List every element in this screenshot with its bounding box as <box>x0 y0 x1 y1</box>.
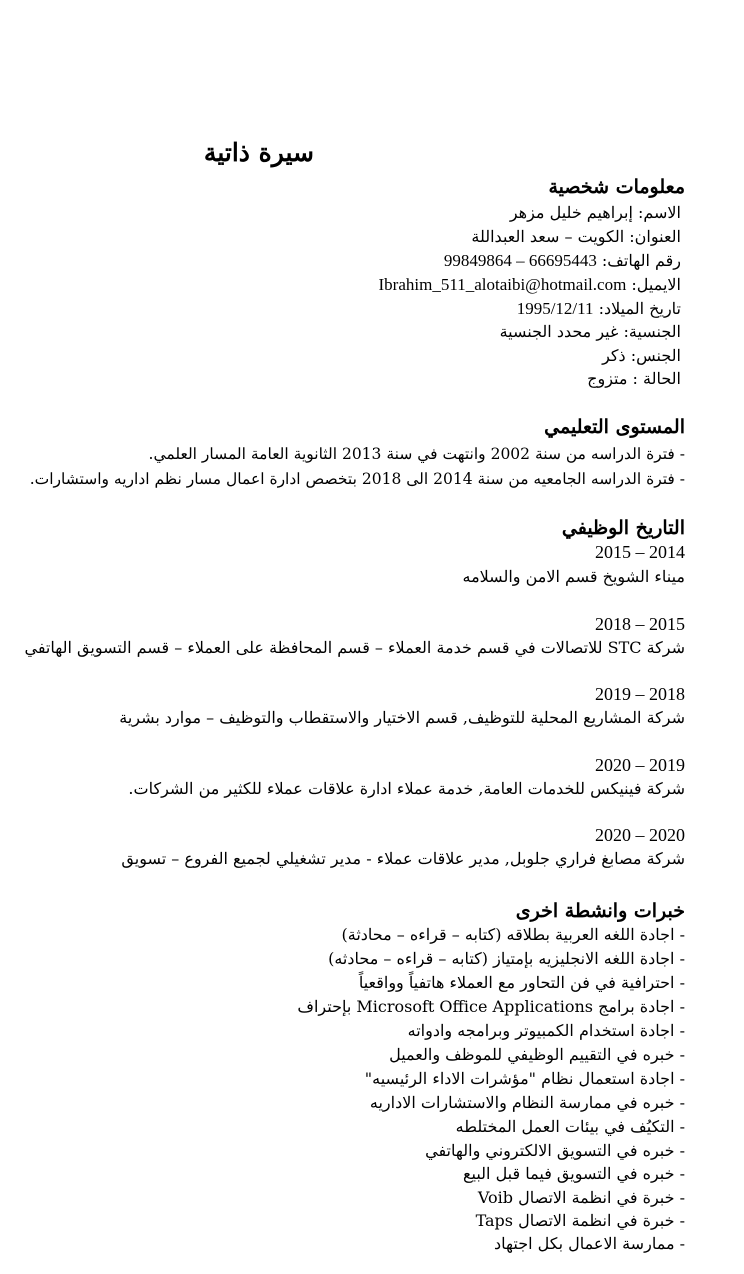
job-period: 2018 – 2015 <box>595 614 685 634</box>
experience-item: - اجادة استخدام الكمبيوتر وبرامجه وادواته <box>407 1021 685 1040</box>
field-address <box>471 227 681 247</box>
experience-item: - اجادة استعمال نظام "مؤشرات الاداء الرئيسيه" <box>364 1069 685 1088</box>
field-phone <box>444 251 681 271</box>
field-label: الجنسية: <box>623 322 681 341</box>
experience-item: - خبرة في انظمة الاتصال Taps <box>475 1211 685 1230</box>
education-item: - فترة الدراسه من سنة 2002 وانتهت في سنة 2013 الثانوية العامة المسار العلمي. <box>148 445 685 463</box>
personal-info-heading: معلومات شخصية <box>548 176 685 198</box>
field-value: ذكر <box>602 346 626 365</box>
job-description: ميناء الشويخ قسم الامن والسلامه <box>462 567 685 586</box>
job-description: شركة مصابغ فراري جلوبل, مدير علاقات عملاء - مدير تشغيلي لجميع الفروع – تسويق <box>121 849 685 868</box>
job-description: شركة STC للاتصالات في قسم خدمة العملاء – قسم المحافظة على العملاء – قسم التسويق الهاتفي <box>24 638 685 657</box>
field-value: إبراهيم خليل مزهر <box>509 203 633 222</box>
experience-item: - ممارسة الاعمال بكل اجتهاد <box>494 1234 685 1253</box>
field-marital-status <box>587 369 681 389</box>
field-label: الاسم: <box>637 203 681 222</box>
field-gender <box>602 346 681 366</box>
job-description: شركة فينيكس للخدمات العامة, خدمة عملاء ادارة علاقات عملاء للكثير من الشركات. <box>128 779 685 798</box>
education-item: - فترة الدراسه الجامعيه من سنة 2014 الى 2018 بتخصص ادارة اعمال مسار نظم اداريه واستشارات. <box>29 470 685 488</box>
experience-item: - خبرة في انظمة الاتصال Voib <box>477 1188 685 1207</box>
job-period: 2020 – 2019 <box>595 755 685 775</box>
field-label: العنوان: <box>629 227 681 246</box>
job-description: شركة المشاريع المحلية للتوظيف, قسم الاختيار والاستقطاب والتوظيف – موارد بشرية <box>119 708 685 727</box>
experience-item: - خبره في التقييم الوظيفي للموظف والعميل <box>389 1045 685 1064</box>
experience-item: - اجادة اللغه العربية بطلاقه (كتابه – قراءه – محادثة) <box>341 925 685 944</box>
field-nationality <box>500 322 681 342</box>
field-value: غير محدد الجنسية <box>499 322 619 341</box>
field-name <box>510 203 681 223</box>
job-period: 2019 – 2018 <box>595 684 685 704</box>
field-birthdate <box>517 299 681 319</box>
experience-item: - التكيُف في بيئات العمل المختلطه <box>455 1117 685 1136</box>
education-heading: المستوى التعليمي <box>544 416 685 438</box>
field-label: رقم الهاتف: <box>601 251 681 270</box>
field-label: الحالة : <box>632 369 681 388</box>
career-heading: التاريخ الوظيفي <box>561 517 685 539</box>
experience-item: - خبره في ممارسة النظام والاستشارات الاداريه <box>369 1093 685 1112</box>
field-value: Ibrahim_511_alotaibi@hotmail.com <box>378 275 627 294</box>
experience-item: - اجادة برامج Microsoft Office Applications بإحتراف <box>297 997 685 1016</box>
experience-item: - خبره في التسويق الالكتروني والهاتفي <box>425 1141 685 1160</box>
field-label: تاريخ الميلاد: <box>598 299 681 318</box>
field-value: متزوج <box>587 369 628 388</box>
field-label: الجنس: <box>630 346 681 365</box>
document-title: سيرة ذاتية <box>203 138 314 167</box>
experience-item: - خبره في التسويق فيما قبل البيع <box>462 1164 685 1183</box>
field-value: الكويت – سعد العبداللة <box>471 227 625 246</box>
field-email <box>379 275 681 295</box>
field-label: الايميل: <box>631 275 681 294</box>
experience-item: - اجادة اللغه الانجليزيه بإمتياز (كتابه – قراءه – محادثه) <box>328 949 685 968</box>
job-period: 2015 – 2014 <box>595 542 685 562</box>
experience-heading: خبرات وانشطة اخرى <box>515 900 685 922</box>
experience-item: - احترافية في فن التحاور مع العملاء هاتفياً وواقعياً <box>358 973 685 992</box>
field-value: 1995/12/11 <box>516 299 594 318</box>
field-value: 66695443 – 99849864 <box>443 251 597 270</box>
job-period: 2020 – 2020 <box>595 825 685 845</box>
